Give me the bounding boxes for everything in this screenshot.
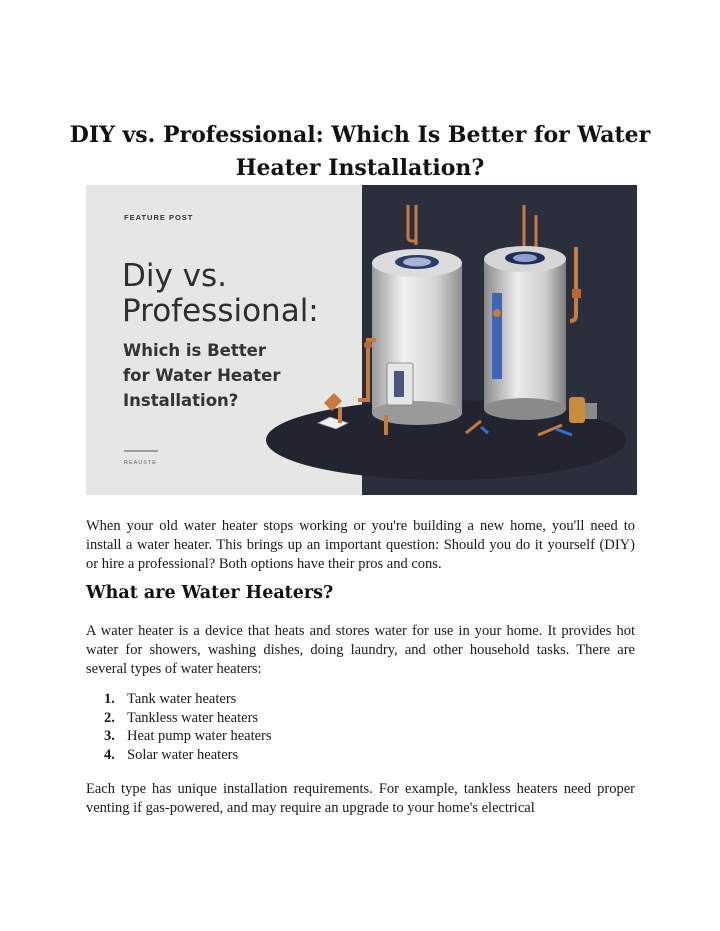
hero-eyebrow: FEATURE POST [124,213,194,222]
list-item [104,746,272,765]
hero-heading-line2: Professional: [122,293,319,329]
list-number: 4. [104,746,115,763]
section-paragraph: A water heater is a device that heats and stores water for use in your home. It provides hot water for showers, washing dishes, doing laundry, and other household tasks. There are several types of water heaters: [86,623,635,677]
hero-sub-line3: Installation? [123,391,239,410]
list-label: Heat pump water heaters [127,728,272,745]
list-item [104,727,272,746]
list-label: Solar water heaters [127,746,239,763]
types-list [104,690,272,764]
list-number: 1. [104,691,115,707]
page-title: DIY vs. Professional: Which Is Better for Water Heater Installation? [69,121,651,181]
hero-image [86,185,637,495]
hero-heading-line1: Diy vs. [122,258,228,294]
list-item [104,690,272,709]
list-label: Tankless water heaters [127,709,259,726]
list-item [104,709,272,728]
list-label: Tank water heaters [127,691,237,707]
hero-sub-line1: Which is Better [123,341,266,360]
closing-paragraph: Each type has unique installation requirements. For example, tankless heaters need proper venting if gas-powered, and may require an upgrade to your home's electrical [86,781,635,816]
list-number: 2. [104,709,115,726]
hero-sub-line2: for Water Heater [123,366,281,385]
hero-footer-mark: REAUSTE [124,460,157,466]
list-number: 3. [104,728,115,745]
intro-paragraph: When your old water heater stops working or you're building a new home, you'll need to install a water heater. This brings up an important question: Should you do it yourself (DIY) or hire a professional? Both options have their pros and cons. [86,518,635,572]
section-heading: What are Water Heaters? [86,583,334,603]
